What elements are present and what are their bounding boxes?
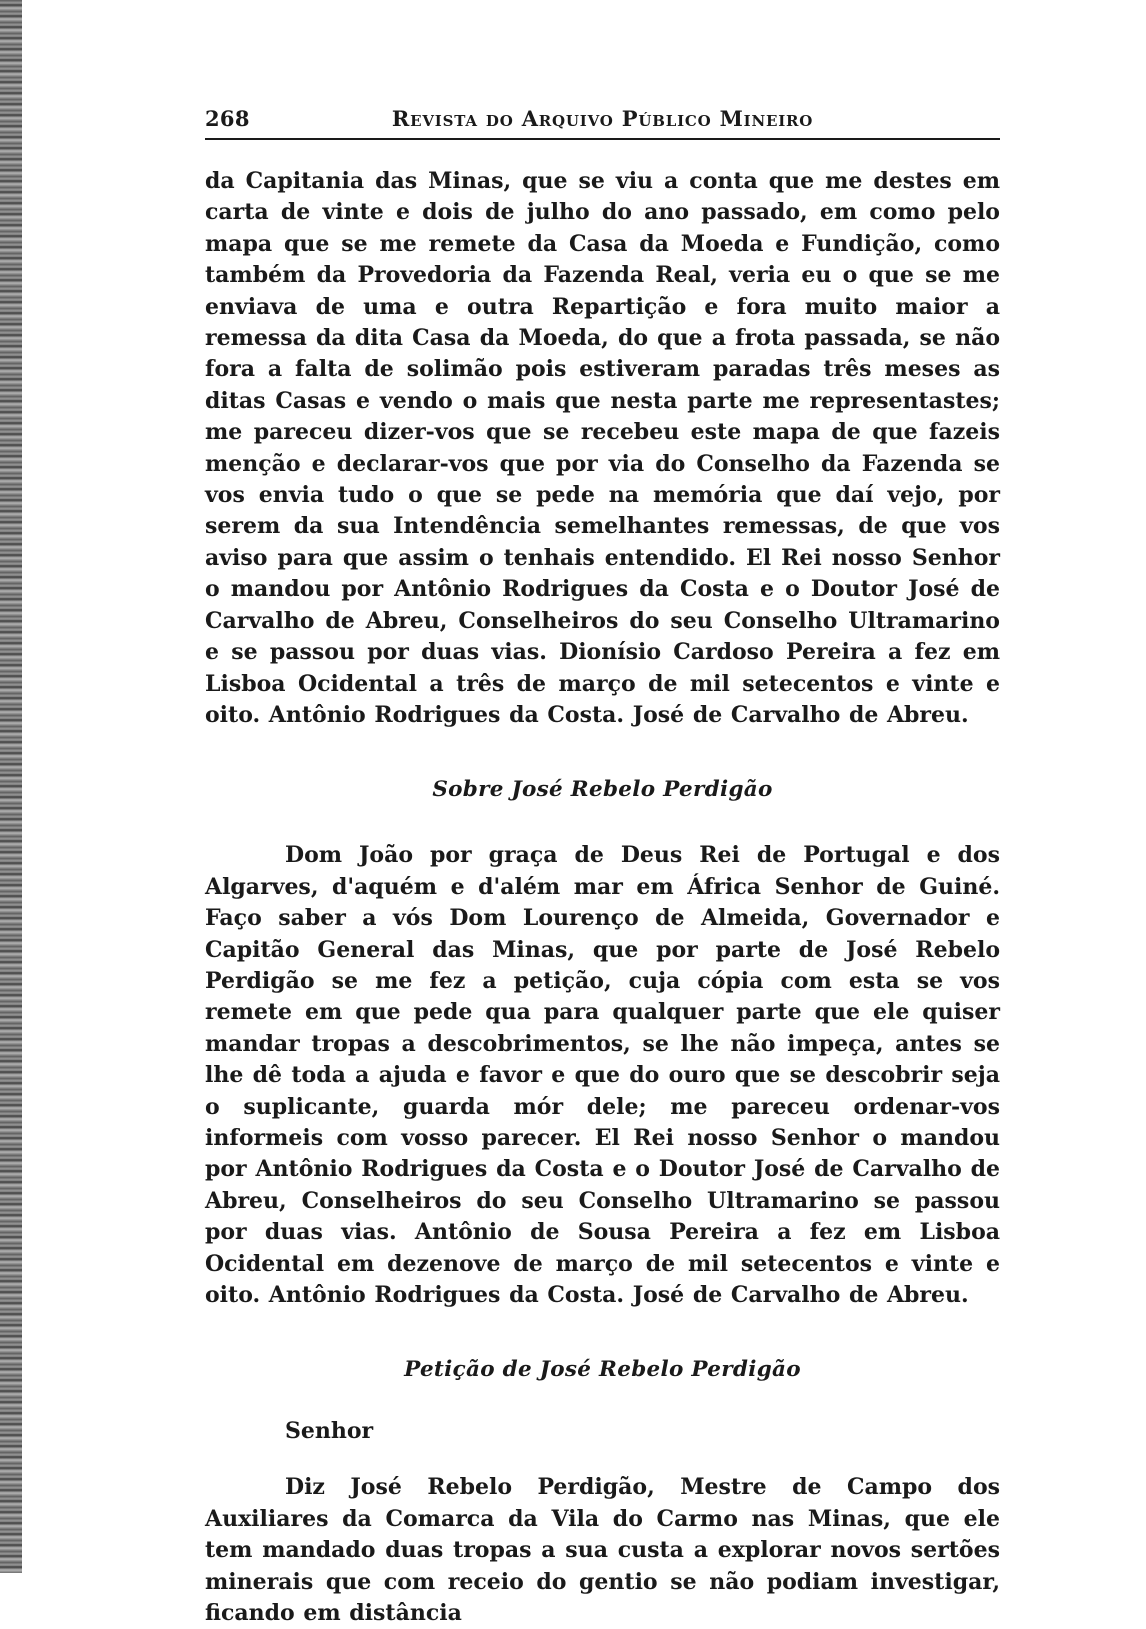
page-number: 268: [205, 106, 250, 131]
document-page: [205, 100, 1000, 1629]
section-title: Sobre José Rebelo Perdigão: [432, 777, 773, 803]
running-header: [205, 100, 1000, 134]
journal-title: Revista do Arquivo Público Mineiro: [391, 106, 814, 131]
body-paragraph: da Capitania das Minas, que se viu a conta que me destes em carta de vinte e dois de julho do ano passado, em como pelo mapa que se me remete da Casa da Moeda e Fundição, como também da Provedoria da Fazenda Real, veria eu o que se me enviava de uma e outra Repartição e fora muito maior a remessa da dita Casa da Moeda, do que a frota passada, se não fora a falta de solimão pois estiveram paradas três meses as ditas Casas e vendo o mais que nesta parte me representastes; me pareceu dizer-vos que se recebeu este mapa de que fazeis menção e declarar-vos que por via do Conselho da Fazenda se vos envia tudo o que se pede na memória que daí vejo, por serem da sua Intendência semelhantes remessas, de que vos aviso para que assim o tenhais entendido. El Rei nosso Senhor o mandou por Antônio Rodrigues da Costa e o Doutor José de Carvalho de Abreu, Conselheiros do seu Conselho Ultramarino e se passou por duas vias. Dionísio Cardoso Pereira a fez em Lisboa Ocidental a três de março de mil setecentos e vinte e oito. Antônio Rodrigues da Costa. José de Carvalho de Abreu.: [205, 168, 1000, 728]
body-paragraph: Diz José Rebelo Perdigão, Mestre de Campo dos Auxiliares da Comarca da Vila do Carmo nas Minas, que ele tem mandado duas tropas a sua custa a explorar novos sertões minerais que com receio do gentio se não podiam investigar, ficando em distância: [205, 1474, 1000, 1627]
body-paragraph: Dom João por graça de Deus Rei de Portugal e dos Algarves, d'aquém e d'além mar em África Senhor de Guiné. Faço saber a vós Dom Lourenço de Almeida, Governador e Capitão General das Minas, que por parte de José Rebelo Perdigão se me fez a petição, cuja cópia com esta se vos remete em que pede qua para qualquer parte que ele quiser mandar tropas a descobrimentos, se lhe não impeça, antes se lhe dê toda a ajuda e favor e que do ouro que se descobrir seja o suplicante, guarda mór dele; me pareceu ordenar-vos informeis com vosso parecer. El Rei nosso Senhor o mandou por Antônio Rodrigues da Costa e o Doutor José de Carvalho de Abreu, Conselheiros do seu Conselho Ultramarino se passou por duas vias. Antônio de Sousa Pereira a fez em Lisboa Ocidental em dezenove de março de mil setecentos e vinte e oito. Antônio Rodrigues da Costa. José de Carvalho de Abreu.: [205, 842, 1000, 1308]
header-rule: [205, 138, 1000, 140]
salutation: Senhor: [285, 1418, 374, 1445]
section-title: Petição de José Rebelo Perdigão: [404, 1357, 801, 1383]
page-binding-edge: [0, 0, 22, 1573]
